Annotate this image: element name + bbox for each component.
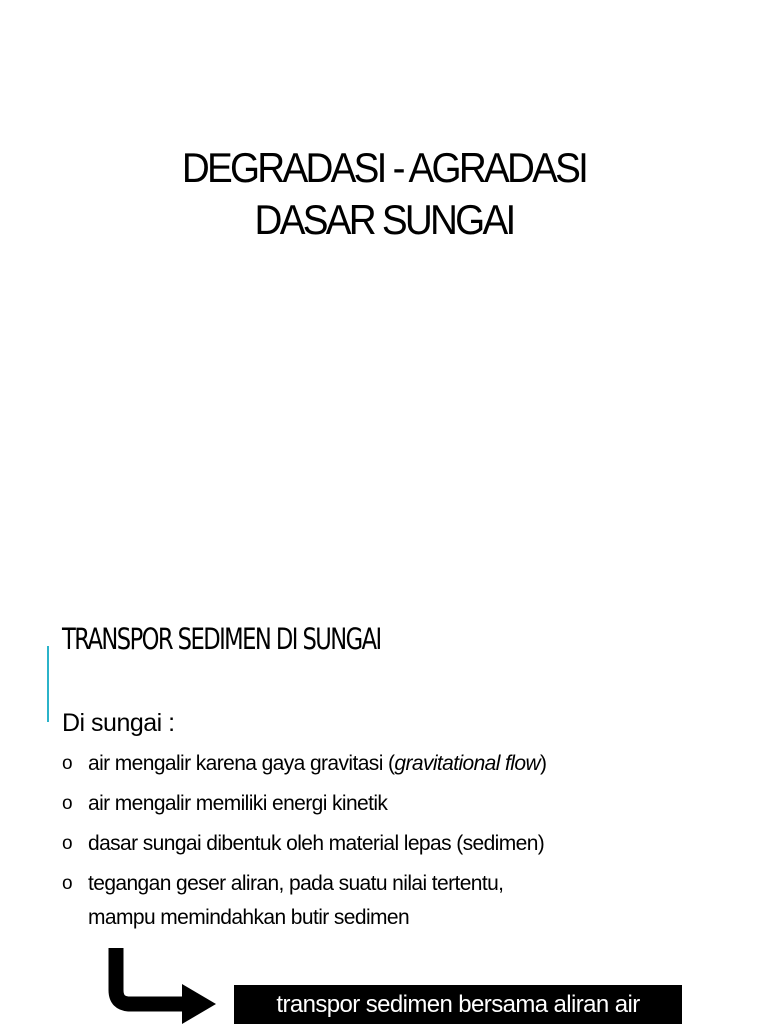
bullet-list bbox=[62, 747, 762, 935]
bullet-marker: o bbox=[62, 793, 72, 814]
slide-title-line-1: DEGRADASI - AGRADASI bbox=[181, 144, 587, 191]
bullet-text-italic: gravitational flow bbox=[394, 752, 541, 775]
bent-arrow-right-icon bbox=[100, 944, 220, 1024]
bullet-marker: o bbox=[62, 833, 72, 854]
bullet-text-line-1: tegangan geser aliran, pada suatu nilai tertentu, bbox=[88, 872, 504, 895]
slide-title bbox=[31, 142, 738, 246]
bullet-text-part: air mengalir karena gaya gravitasi ( bbox=[88, 752, 395, 775]
section-heading: TRANSPOR SEDIMEN DI SUNGAI bbox=[62, 622, 381, 656]
list-item bbox=[62, 827, 762, 861]
bullet-text bbox=[88, 867, 503, 935]
bullet-marker: o bbox=[62, 873, 72, 894]
arrow-head bbox=[182, 984, 216, 1024]
slide-title-line-2: DASAR SUNGAI bbox=[254, 196, 514, 243]
accent-bar bbox=[47, 646, 49, 722]
bullet-text: dasar sungai dibentuk oleh material lepas (sedimen) bbox=[88, 832, 545, 855]
list-item bbox=[62, 747, 762, 781]
bullet-marker: o bbox=[62, 753, 72, 774]
bullet-text: air mengalir memiliki energi kinetik bbox=[88, 792, 388, 815]
bullet-text-part: ) bbox=[540, 752, 547, 775]
intro-text: Di sungai : bbox=[62, 709, 175, 737]
result-box: transpor sedimen bersama aliran air bbox=[234, 985, 682, 1024]
bullet-text-line-2: mampu memindahkan butir sedimen bbox=[88, 906, 410, 929]
bullet-text bbox=[88, 747, 546, 781]
arrow-shaft bbox=[116, 948, 184, 1004]
list-item bbox=[62, 867, 762, 935]
list-item bbox=[62, 787, 762, 821]
